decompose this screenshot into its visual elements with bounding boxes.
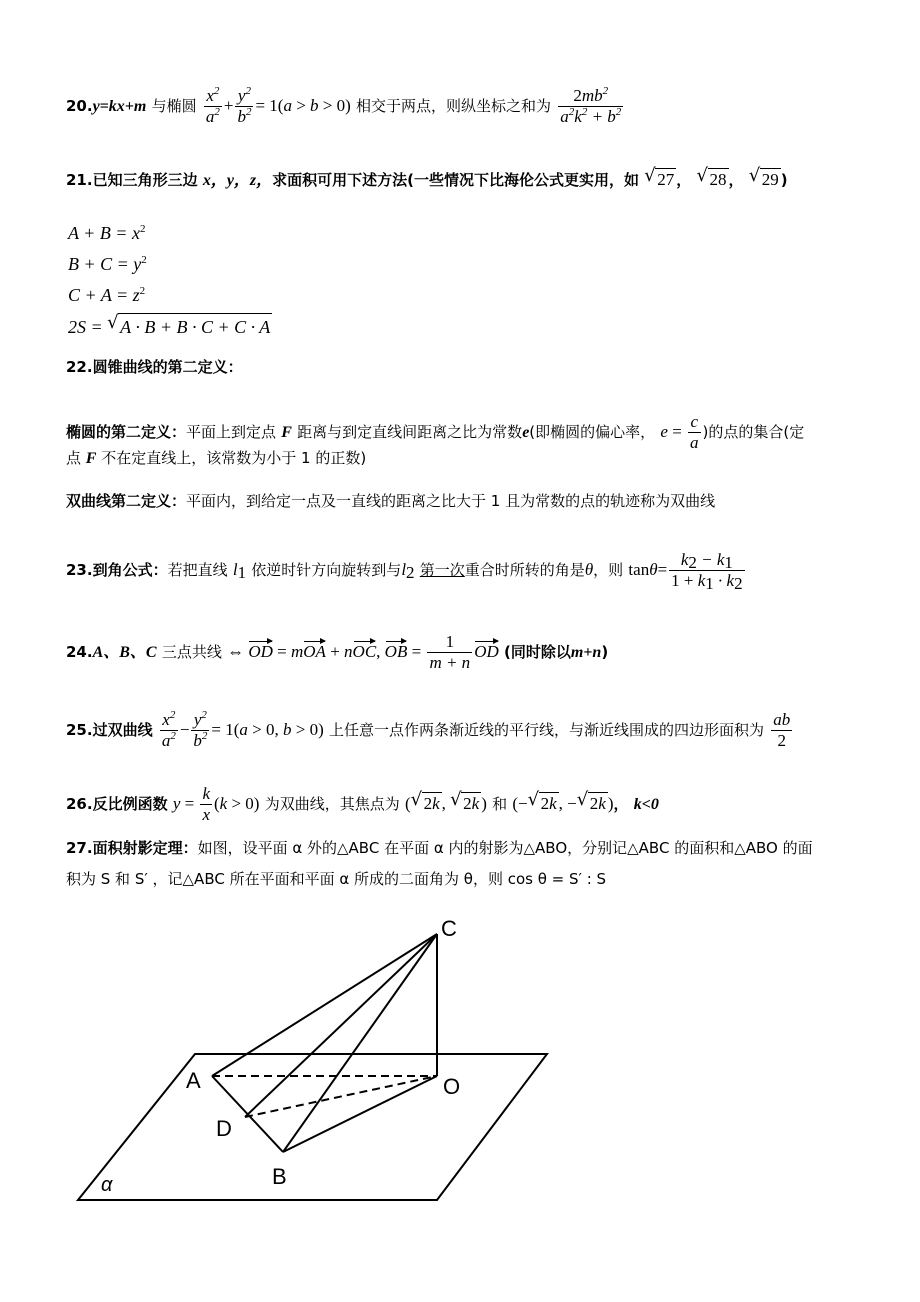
item-24: 24.A、B、C 三点共线 ⇔ OD = mOA + nOC, OB = $\frac{1}{m + n}$ OD (同时除以m+n) xyxy=(66,632,609,672)
ellipse-definition: 椭圆的第二定义：平面上到定点 F 距离与到定直线间距离之比为常数e(即椭圆的偏心率， e = $\frac{c}{a}$ )的点的集合(定 xyxy=(66,412,805,452)
label-C: C xyxy=(441,916,457,941)
label-B: B xyxy=(272,1164,287,1189)
equation-2: $B + C = y^2$ xyxy=(68,254,147,274)
item-22-heading: 22.圆锥曲线的第二定义： xyxy=(66,358,243,376)
line-equation: y=kx+m xyxy=(92,98,147,115)
label-A: A xyxy=(186,1068,201,1093)
label-D: D xyxy=(216,1116,232,1141)
sum-fraction: $\frac{2mb^2}{a^2k^2 + b^2}$ xyxy=(560,85,622,126)
equation-4: 2S = √ A · B + B · C + C · A xyxy=(68,313,272,340)
item-25: 25.过双曲线 $\frac{x^2}{a^2}$ − $\frac{y^2}{b^2}$ = 1(a > 0, b > 0) 上任意一点作两条渐近线的平行线，与渐近线围成的四边形面积为 $\frac{ab}{2}$ xyxy=(66,709,791,750)
item-23: 23.到角公式：若把直线 $l_1$ 依逆时针方向旋转到与$l_2$ 第一次重合时所转的角是θ，则 tanθ= $\frac{k_2 - k_1}{1 + k_1 \cdot k_2}$ xyxy=(66,550,743,593)
hyperbola-definition: 双曲线第二定义：平面内，到给定一点及一直线的距离之比大于 1 且为常数的点的轨迹称为双曲线 xyxy=(66,492,716,510)
projection-figure xyxy=(0,900,920,1210)
item-27-line2: 积为 S 和 S′ ，记△ABC 所在平面和平面 α 所成的二面角为 θ，则 cos θ = S′ : S xyxy=(66,870,607,888)
item-26: 26.反比例函数 y = $\frac{k}{x}$ (k > 0) 为双曲线，其焦点为 (√ 2k , √ 2k ) 和 (−√ 2k , −√ 2k )， k<0 xyxy=(66,784,659,825)
item-27-line1: 27.面积射影定理：如图，设平面 α 外的△ABC 在平面 α 内的射影为△ABO，分别记△ABC 的面积和△ABO 的面 xyxy=(66,839,813,857)
label-O: O xyxy=(443,1074,461,1099)
label-alpha: α xyxy=(101,1174,113,1196)
item-21: 21.已知三角形三边 x，y，z，求面积可用下述方法(一些情况下比海伦公式更实用，如 √ 27 ， √ 28 ， √ 29 ) xyxy=(66,168,788,192)
equation-1: $A + B = x^2$ xyxy=(68,223,146,243)
item-20: 20.y=kx+m 与椭圆 $\frac{x^2}{a^2}$ + $\frac{y^2}{b^2}$ = 1(a > b > 0) 相交于两点，则纵坐标之和为 $\frac{2mb^2}{a^2k^2 + b^2}$ xyxy=(66,85,622,126)
ellipse-definition-line2: 点 F 不在定直线上，该常数为小于 1 的正数) xyxy=(66,449,367,467)
plane-alpha xyxy=(78,1054,547,1200)
ellipse-fraction-x: $\frac{x^2}{a^2}$ xyxy=(205,85,220,126)
equation-3: $C + A = z^2$ xyxy=(68,285,146,305)
